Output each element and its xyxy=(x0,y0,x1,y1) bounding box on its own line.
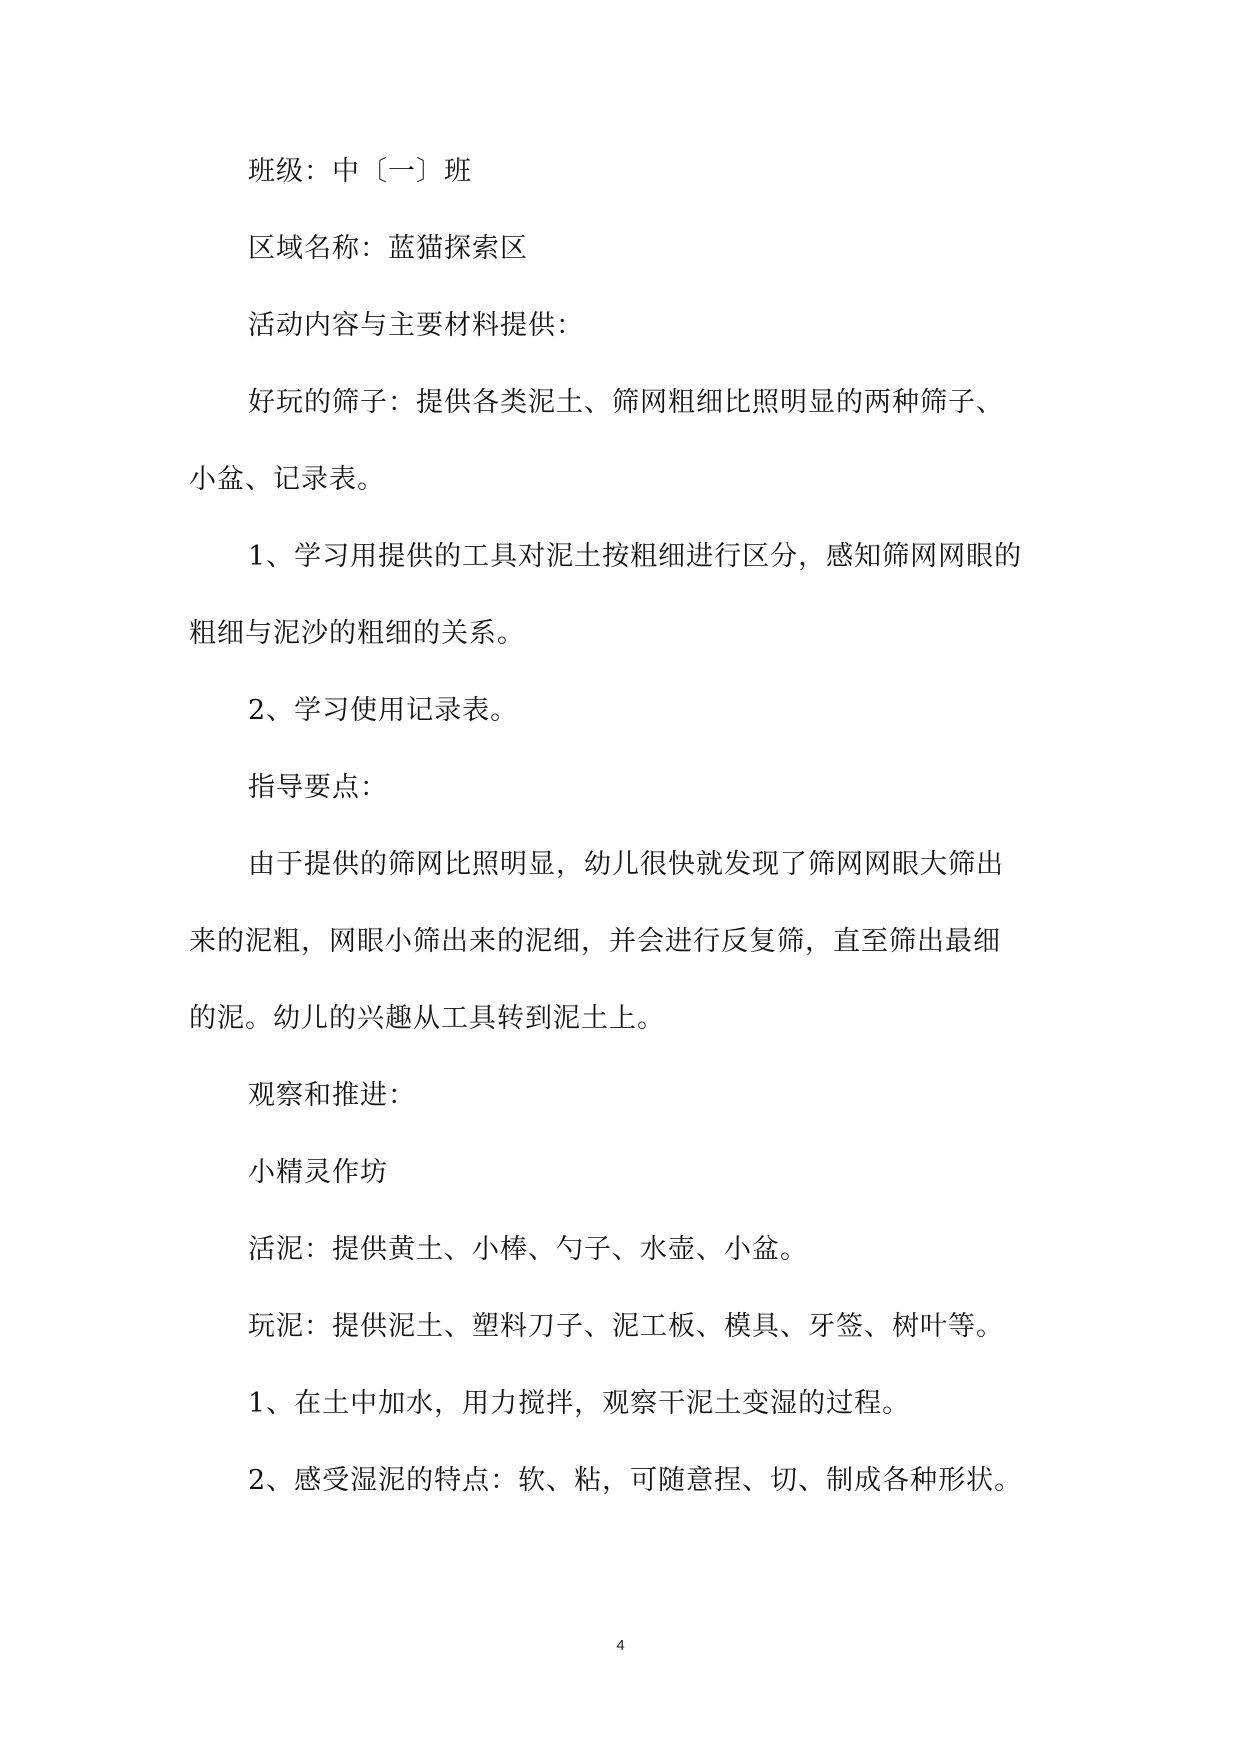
page-number: 4 xyxy=(616,1637,625,1654)
text-line-sieve-intro-cont: 小盆、记录表。 xyxy=(189,464,385,495)
text-line-guidance-3: 的泥。幼儿的兴趣从工具转到泥土上。 xyxy=(189,1003,665,1034)
text-line-activity-heading: 活动内容与主要材料提供： xyxy=(248,310,584,341)
text-line-workshop-title: 小精灵作坊 xyxy=(248,1157,388,1188)
text-line-area-name: 区域名称：蓝猫探索区 xyxy=(248,233,528,264)
text-line-goal-1-cont: 粗细与泥沙的粗细的关系。 xyxy=(189,618,525,649)
text-line-guidance-2: 来的泥粗，网眼小筛出来的泥细，并会进行反复筛，直至筛出最细 xyxy=(189,926,1001,957)
text-line-guidance-1: 由于提供的筛网比照明显，幼儿很快就发现了筛网网眼大筛出 xyxy=(248,849,1004,880)
text-line-play-mud: 玩泥：提供泥土、塑料刀子、泥工板、模具、牙签、树叶等。 xyxy=(248,1311,1004,1342)
text-line-sieve-intro: 好玩的筛子：提供各类泥土、筛网粗细比照明显的两种筛子、 xyxy=(248,387,1004,418)
text-line-observation-heading: 观察和推进： xyxy=(248,1080,416,1111)
text-line-guidance-heading: 指导要点： xyxy=(248,772,388,803)
text-line-goal-1: 1、学习用提供的工具对泥土按粗细进行区分，感知筛网网眼的 xyxy=(248,541,1023,572)
text-line-goal-2: 2、学习使用记录表。 xyxy=(248,695,519,726)
text-line-step-1: 1、在土中加水，用力搅拌，观察干泥土变湿的过程。 xyxy=(248,1388,911,1419)
text-line-live-mud: 活泥：提供黄土、小棒、勺子、水壶、小盆。 xyxy=(248,1234,808,1265)
text-line-step-2: 2、感受湿泥的特点：软、粘，可随意捏、切、制成各种形状。 xyxy=(248,1465,1023,1496)
text-line-class: 班级：中〔一〕班 xyxy=(248,156,472,187)
